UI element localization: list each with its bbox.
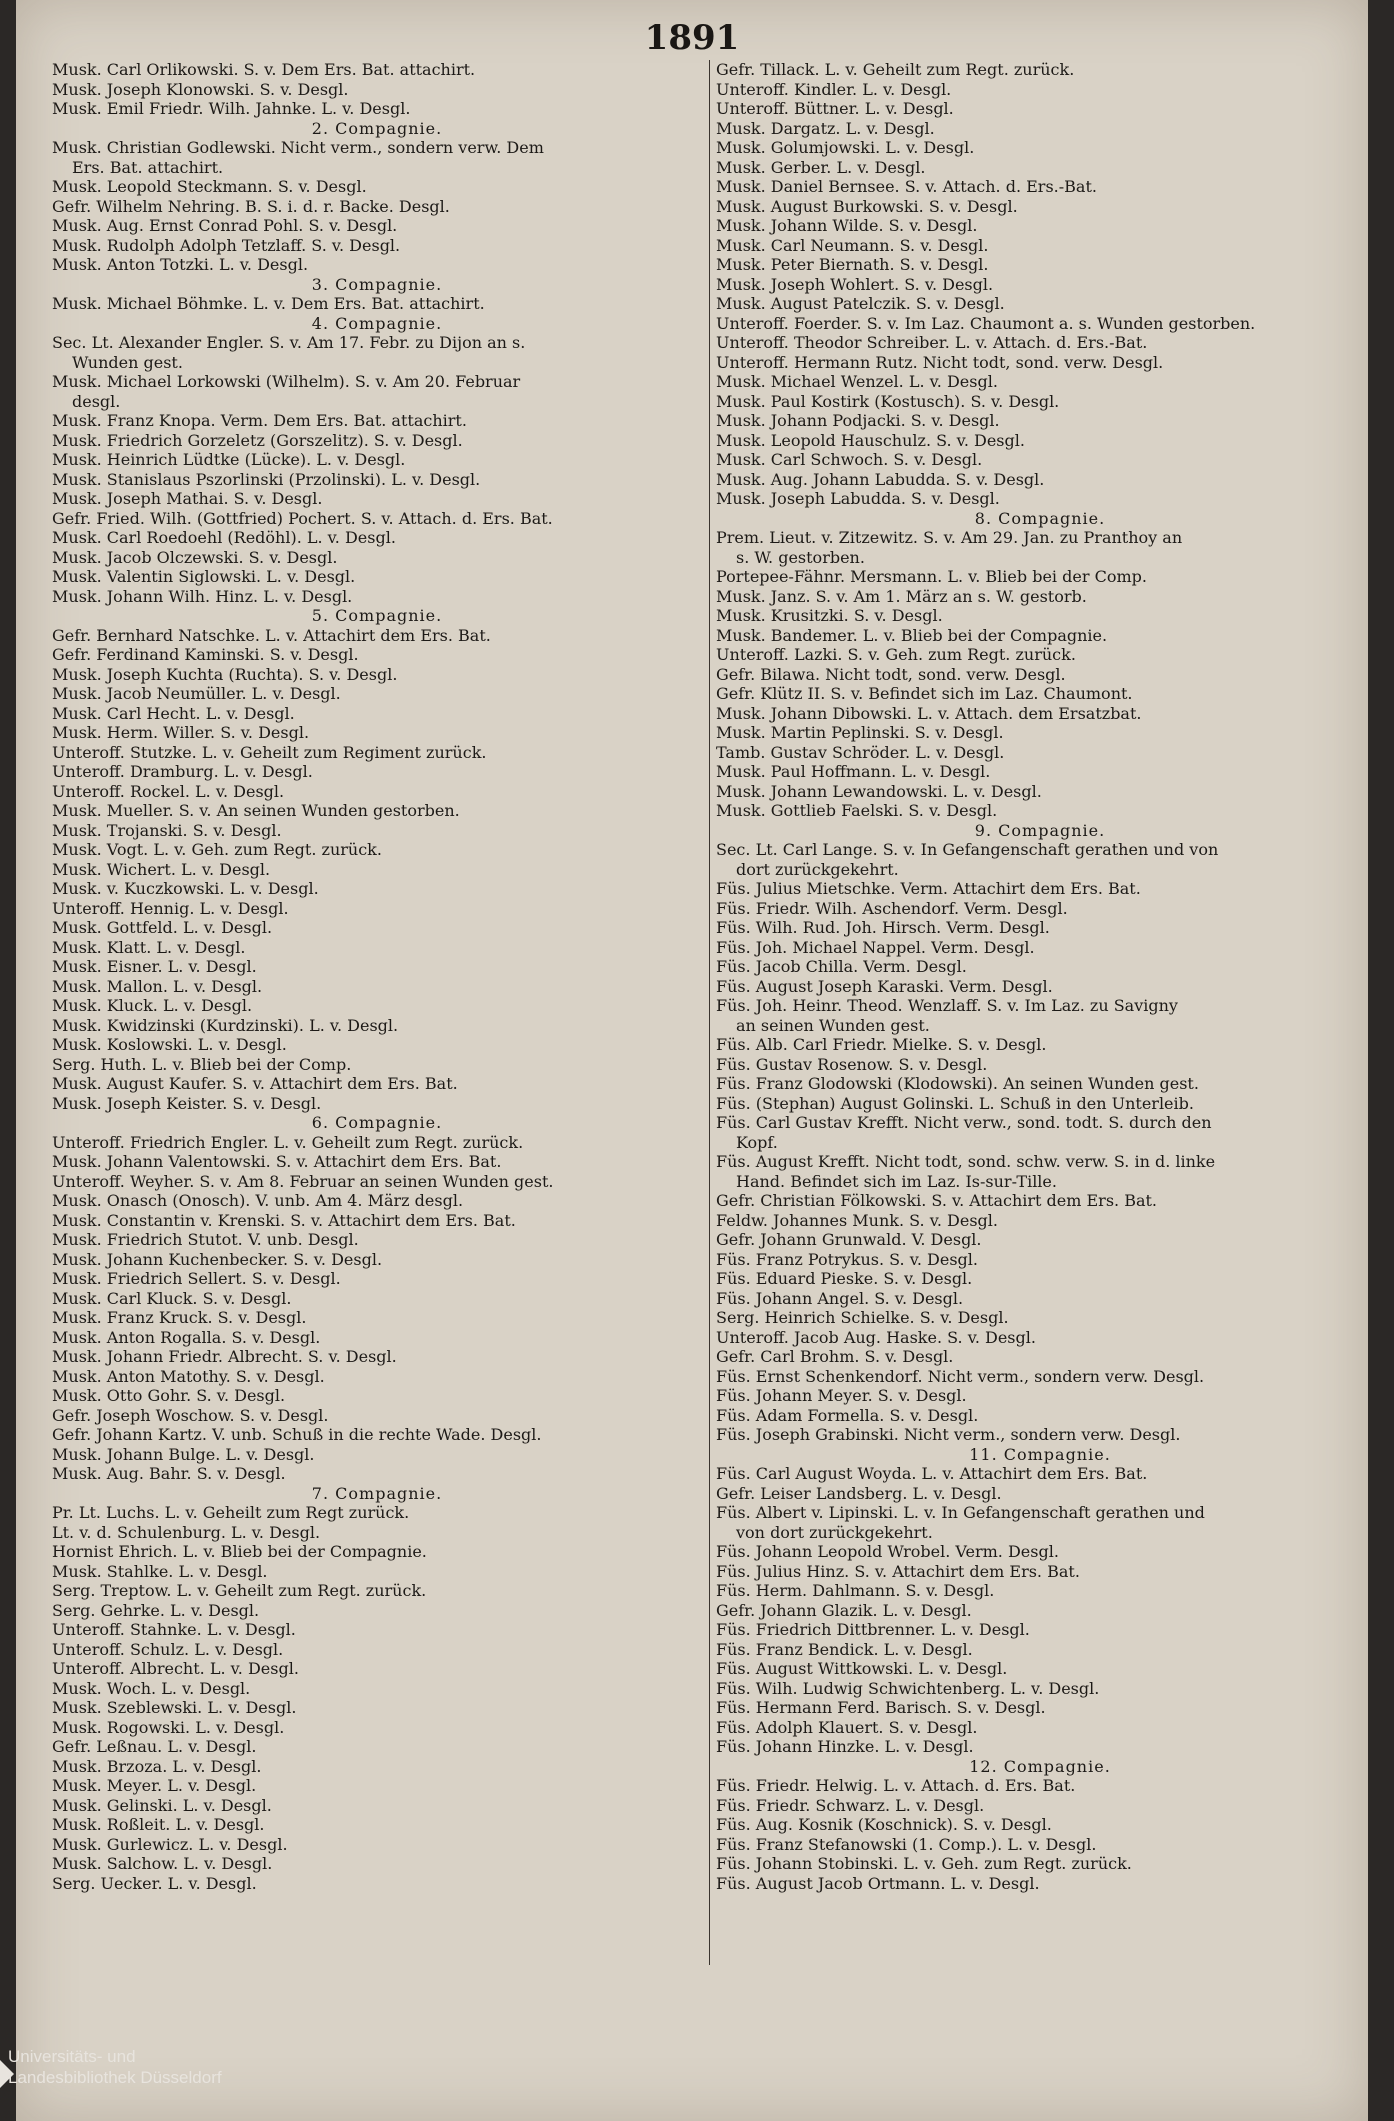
roster-entry: Musk. Anton Matothy. S. v. Desgl. [52, 1366, 325, 1386]
roster-entry: Musk. Stahlke. L. v. Desgl. [52, 1561, 268, 1581]
roster-entry: Serg. Gehrke. L. v. Desgl. [52, 1600, 260, 1620]
roster-entry: Füs. Aug. Kosnik (Koschnick). S. v. Desgl. [716, 1815, 1052, 1834]
roster-entry: Prem. Lieut. v. Zitzewitz. S. v. Am 29. Jan. zu Pranthoy an [716, 528, 1183, 547]
company-heading: 6. Compagnie. [311, 1113, 443, 1132]
roster-entry: Unteroff. Hennig. L. v. Desgl. [52, 898, 289, 918]
roster-entry: Musk. Franz Knopa. Verm. Dem Ers. Bat. attachirt. [52, 411, 467, 430]
roster-entry: Feldw. Johannes Munk. S. v. Desgl. [716, 1210, 998, 1230]
roster-entry: Musk. Brzoza. L. v. Desgl. [52, 1756, 262, 1776]
roster-entry: Gefr. Johann Grunwald. V. Desgl. [716, 1230, 982, 1249]
roster-entry: Musk. Carl Schwoch. S. v. Desgl. [716, 450, 983, 469]
roster-entry: Musk. Joseph Keister. S. v. Desgl. [52, 1093, 322, 1113]
company-heading: 5. Compagnie. [311, 606, 443, 625]
roster-entry: Musk. Johann Friedr. Albrecht. S. v. Desgl. [52, 1347, 397, 1366]
roster-entry: Sec. Lt. Carl Lange. S. v. In Gefangenschaft gerathen und von [716, 840, 1219, 859]
library-watermark [0, 2040, 300, 2110]
roster-entry: Füs. Alb. Carl Friedr. Mielke. S. v. Desgl. [716, 1035, 1047, 1054]
roster-entry: Gefr. Johann Glazik. L. v. Desgl. [716, 1600, 972, 1620]
roster-entry: Musk. Emil Friedr. Wilh. Jahnke. L. v. Desgl. [52, 99, 411, 118]
roster-entry: Füs. Joseph Grabinski. Nicht verm., sondern verw. Desgl. [716, 1425, 1181, 1444]
roster-entry: Unteroff. Büttner. L. v. Desgl. [716, 99, 954, 118]
roster-entry: Musk. Carl Kluck. S. v. Desgl. [52, 1288, 292, 1308]
roster-entry: Musk. Anton Totzki. L. v. Desgl. [52, 255, 309, 274]
roster-entry: Musk. Mueller. S. v. An seinen Wunden gestorben. [52, 801, 460, 820]
roster-entry: Füs. Friedr. Wilh. Aschendorf. Verm. Desgl. [716, 898, 1068, 918]
roster-entry: Serg. Huth. L. v. Blieb bei der Comp. [52, 1054, 352, 1074]
roster-entry: Musk. Gurlewicz. L. v. Desgl. [52, 1834, 288, 1854]
entry-continuation: Ers. Bat. attachirt. [72, 157, 224, 177]
roster-entry: Musk. Johann Valentowski. S. v. Attachirt dem Ers. Bat. [52, 1152, 502, 1171]
roster-entry: Musk. Joseph Mathai. S. v. Desgl. [52, 489, 323, 508]
roster-entry: Musk. Onasch (Onosch). V. unb. Am 4. März desgl. [52, 1191, 464, 1210]
roster-entry: Musk. Valentin Siglowski. L. v. Desgl. [52, 567, 356, 586]
roster-entry: Musk. Roßleit. L. v. Desgl. [52, 1815, 265, 1834]
roster-entry: Gefr. Klütz II. S. v. Befindet sich im Laz. Chaumont. [716, 684, 1133, 703]
roster-entry: Musk. Gerber. L. v. Desgl. [716, 157, 926, 177]
roster-entry: Musk. Friedrich Gorzeletz (Gorszelitz). S. v. Desgl. [52, 430, 463, 450]
roster-entry: Füs. Julius Mietschke. Verm. Attachirt dem Ers. Bat. [716, 879, 1141, 898]
roster-entry: Musk. Johann Wilh. Hinz. L. v. Desgl. [52, 586, 353, 606]
roster-entry: Unteroff. Kindler. L. v. Desgl. [716, 79, 952, 99]
roster-entry: Füs. Adolph Klauert. S. v. Desgl. [716, 1717, 978, 1737]
roster-entry: Füs. August Krefft. Nicht todt, sond. schw. verw. S. in d. linke [716, 1152, 1216, 1171]
roster-entry: Musk. Paul Kostirk (Kostusch). S. v. Desgl. [716, 391, 1060, 411]
roster-entry: Musk. Jacob Neumüller. L. v. Desgl. [52, 684, 341, 703]
roster-entry: Musk. Kluck. L. v. Desgl. [52, 996, 253, 1015]
roster-entry: Gefr. Fried. Wilh. (Gottfried) Pochert. S. v. Attach. d. Ers. Bat. [52, 508, 553, 528]
roster-entry: Füs. Albert v. Lipinski. L. v. In Gefangenschaft gerathen und [716, 1503, 1205, 1522]
roster-entry: Füs. Eduard Pieske. S. v. Desgl. [716, 1269, 973, 1288]
roster-entry: Musk. Otto Gohr. S. v. Desgl. [52, 1386, 286, 1405]
roster-entry: Füs. Carl Gustav Krefft. Nicht verw., sond. todt. S. durch den [716, 1113, 1212, 1132]
roster-entry: Serg. Uecker. L. v. Desgl. [52, 1873, 257, 1893]
roster-entry: Tamb. Gustav Schröder. L. v. Desgl. [716, 742, 1005, 762]
roster-entry: Füs. Gustav Rosenow. S. v. Desgl. [716, 1054, 988, 1074]
roster-entry: Musk. Kwidzinski (Kurdzinski). L. v. Desgl. [52, 1015, 399, 1035]
roster-entry: Füs. Joh. Michael Nappel. Verm. Desgl. [716, 937, 1035, 957]
roster-entry: Musk. Carl Orlikowski. S. v. Dem Ers. Bat. attachirt. [52, 60, 476, 79]
roster-entry: Musk. Constantin v. Krenski. S. v. Attachirt dem Ers. Bat. [52, 1210, 516, 1230]
roster-entry: Gefr. Leßnau. L. v. Desgl. [52, 1737, 257, 1756]
roster-entry: Musk. Jacob Olczewski. S. v. Desgl. [52, 547, 338, 567]
roster-entry: Musk. Gottlieb Faelski. S. v. Desgl. [716, 801, 998, 820]
roster-entry: Unteroff. Dramburg. L. v. Desgl. [52, 762, 313, 781]
roster-entry: Musk. Mallon. L. v. Desgl. [52, 976, 263, 996]
roster-entry: Gefr. Christian Fölkowski. S. v. Attachirt dem Ers. Bat. [716, 1191, 1158, 1210]
roster-entry: Unteroff. Friedrich Engler. L. v. Geheilt zum Regt. zurück. [52, 1132, 524, 1152]
roster-entry: Musk. Herm. Willer. S. v. Desgl. [52, 723, 310, 742]
roster-entry: Füs. Franz Bendick. L. v. Desgl. [716, 1639, 973, 1659]
roster-entry: Gefr. Carl Brohm. S. v. Desgl. [716, 1347, 954, 1366]
roster-entry: Musk. Dargatz. L. v. Desgl. [716, 118, 935, 138]
company-heading: 8. Compagnie. [974, 508, 1106, 528]
roster-entry: Gefr. Tillack. L. v. Geheilt zum Regt. zurück. [716, 60, 1075, 79]
entry-continuation: Kopf. [736, 1132, 778, 1152]
roster-entry: Gefr. Joseph Woschow. S. v. Desgl. [52, 1405, 329, 1425]
roster-entry: Musk. Daniel Bernsee. S. v. Attach. d. Ers.-Bat. [716, 177, 1097, 196]
roster-entry: Füs. Johann Angel. S. v. Desgl. [716, 1288, 964, 1308]
roster-entry: Musk. Heinrich Lüdtke (Lücke). L. v. Desgl. [52, 450, 406, 469]
roster-entry: Musk. Trojanski. S. v. Desgl. [52, 820, 282, 840]
roster-entry: Gefr. Bernhard Natschke. L. v. Attachirt dem Ers. Bat. [52, 625, 491, 645]
company-heading: 11. Compagnie. [969, 1444, 1111, 1464]
roster-entry: Musk. Aug. Bahr. S. v. Desgl. [52, 1464, 286, 1483]
entry-continuation: Wunden gest. [72, 352, 183, 372]
roster-entry: Musk. Wichert. L. v. Desgl. [52, 859, 271, 879]
roster-entry: Musk. Golumjowski. L. v. Desgl. [716, 138, 975, 157]
roster-entry: Füs. Friedr. Helwig. L. v. Attach. d. Ers. Bat. [716, 1776, 1076, 1795]
company-heading: 4. Compagnie. [311, 313, 443, 333]
roster-entry: Serg. Treptow. L. v. Geheilt zum Regt. zurück. [52, 1581, 427, 1600]
right-column [716, 60, 1364, 1893]
roster-entry: Musk. Meyer. L. v. Desgl. [52, 1776, 257, 1795]
roster-entry: Musk. Szeblewski. L. v. Desgl. [52, 1698, 297, 1717]
roster-entry: Füs. Johann Stobinski. L. v. Geh. zum Regt. zurück. [716, 1854, 1132, 1873]
entry-continuation: an seinen Wunden gest. [736, 1015, 930, 1035]
roster-entry: Füs. Wilh. Rud. Joh. Hirsch. Verm. Desgl. [716, 918, 1050, 937]
roster-entry: Sec. Lt. Alexander Engler. S. v. Am 17. Febr. zu Dijon an s. [52, 333, 526, 352]
roster-entry: Unteroff. Jacob Aug. Haske. S. v. Desgl. [716, 1327, 1036, 1347]
roster-entry: Musk. Joseph Labudda. S. v. Desgl. [716, 489, 1000, 508]
roster-entry: Füs. Julius Hinz. S. v. Attachirt dem Ers. Bat. [716, 1561, 1080, 1581]
roster-entry: Musk. Rudolph Adolph Tetzlaff. S. v. Desgl. [52, 235, 401, 255]
roster-entry: Unteroff. Rockel. L. v. Desgl. [52, 781, 285, 801]
roster-entry: Unteroff. Albrecht. L. v. Desgl. [52, 1659, 299, 1678]
page-number: 1891 [644, 18, 740, 58]
roster-entry: Füs. August Wittkowski. L. v. Desgl. [716, 1659, 1008, 1678]
company-heading: 2. Compagnie. [311, 118, 443, 138]
roster-entry: Musk. Michael Böhmke. L. v. Dem Ers. Bat. attachirt. [52, 294, 485, 313]
roster-entry: Füs. Friedr. Schwarz. L. v. Desgl. [716, 1795, 985, 1815]
roster-entry: Unteroff. Stahnke. L. v. Desgl. [52, 1620, 296, 1639]
roster-entry: Musk. Christian Godlewski. Nicht verm., sondern verw. Dem [52, 138, 544, 157]
entry-continuation: von dort zurückgekehrt. [736, 1522, 933, 1542]
roster-entry: Gefr. Wilhelm Nehring. B. S. i. d. r. Backe. Desgl. [52, 196, 450, 216]
roster-entry: Musk. Carl Roedoehl (Redöhl). L. v. Desgl. [52, 528, 396, 547]
roster-entry: Füs. Franz Glodowski (Klodowski). An seinen Wunden gest. [716, 1074, 1199, 1093]
company-heading: 7. Compagnie. [311, 1483, 443, 1503]
roster-entry: Füs. Friedrich Dittbrenner. L. v. Desgl. [716, 1620, 1030, 1639]
roster-entry: Musk. Johann Podjacki. S. v. Desgl. [716, 411, 1000, 430]
roster-entry: Musk. Leopold Steckmann. S. v. Desgl. [52, 177, 367, 196]
roster-entry: Musk. Johann Kuchenbecker. S. v. Desgl. [52, 1249, 383, 1269]
roster-entry: Füs. Johann Hinzke. L. v. Desgl. [716, 1737, 974, 1756]
roster-entry: Musk. Carl Neumann. S. v. Desgl. [716, 235, 989, 255]
roster-entry: Füs. Carl August Woyda. L. v. Attachirt dem Ers. Bat. [716, 1464, 1148, 1483]
roster-entry: Musk. Salchow. L. v. Desgl. [52, 1854, 273, 1873]
roster-entry: Musk. Gelinski. L. v. Desgl. [52, 1795, 272, 1815]
roster-entry: Musk. Bandemer. L. v. Blieb bei der Compagnie. [716, 625, 1108, 645]
roster-entry: Musk. Michael Lorkowski (Wilhelm). S. v. Am 20. Februar [52, 372, 521, 391]
roster-entry: Musk. Gottfeld. L. v. Desgl. [52, 918, 273, 937]
roster-entry: Musk. Aug. Ernst Conrad Pohl. S. v. Desgl. [52, 216, 398, 235]
roster-entry: Unteroff. Stutzke. L. v. Geheilt zum Regiment zurück. [52, 742, 487, 762]
roster-entry: Unteroff. Foerder. S. v. Im Laz. Chaumont a. s. Wunden gestorben. [716, 313, 1256, 333]
roster-entry: Musk. Carl Hecht. L. v. Desgl. [52, 703, 295, 723]
roster-entry: Füs. Johann Meyer. S. v. Desgl. [716, 1386, 967, 1405]
roster-entry: Musk. Johann Dibowski. L. v. Attach. dem Ersatzbat. [716, 703, 1142, 723]
roster-entry: Gefr. Ferdinand Kaminski. S. v. Desgl. [52, 645, 359, 664]
roster-entry: Portepee-Fähnr. Mersmann. L. v. Blieb bei der Comp. [716, 567, 1147, 586]
company-heading: 9. Compagnie. [974, 820, 1106, 840]
roster-entry: Musk. Michael Wenzel. L. v. Desgl. [716, 372, 998, 391]
roster-entry: Musk. Eisner. L. v. Desgl. [52, 957, 257, 976]
entry-continuation: Hand. Befindet sich im Laz. Is-sur-Tille. [736, 1171, 1057, 1191]
entry-continuation: dort zurückgekehrt. [736, 859, 899, 879]
roster-entry: Musk. Janz. S. v. Am 1. März an s. W. gestorb. [716, 586, 1087, 606]
roster-entry: Füs. Adam Formella. S. v. Desgl. [716, 1405, 979, 1425]
library-name-line2: Landesbibliothek Düsseldorf [8, 2068, 222, 2087]
roster-entry: Füs. Wilh. Ludwig Schwichtenberg. L. v. Desgl. [716, 1678, 1100, 1698]
roster-entry: Füs. (Stephan) August Golinski. L. Schuß in den Unterleib. [716, 1093, 1194, 1113]
roster-entry: Musk. Krusitzki. S. v. Desgl. [716, 606, 943, 625]
roster-entry: Musk. Anton Rogalla. S. v. Desgl. [52, 1327, 321, 1347]
roster-entry: Musk. Aug. Johann Labudda. S. v. Desgl. [716, 469, 1045, 489]
roster-entry: Musk. Friedrich Stutot. V. unb. Desgl. [52, 1230, 359, 1249]
roster-entry: Musk. Friedrich Sellert. S. v. Desgl. [52, 1269, 341, 1288]
roster-entry: Musk. Rogowski. L. v. Desgl. [52, 1717, 285, 1737]
roster-entry: Musk. Paul Hoffmann. L. v. Desgl. [716, 762, 991, 781]
roster-entry: Musk. Leopold Hauschulz. S. v. Desgl. [716, 430, 1025, 450]
roster-entry: Musk. Johann Bulge. L. v. Desgl. [52, 1444, 315, 1464]
roster-entry: Unteroff. Lazki. S. v. Geh. zum Regt. zurück. [716, 645, 1076, 664]
roster-entry: Hornist Ehrich. L. v. Blieb bei der Compagnie. [52, 1542, 427, 1561]
left-column [52, 60, 702, 1893]
roster-entry: Musk. Franz Kruck. S. v. Desgl. [52, 1308, 307, 1327]
roster-entry: Gefr. Leiser Landsberg. L. v. Desgl. [716, 1483, 1002, 1503]
roster-entry: Musk. Martin Peplinski. S. v. Desgl. [716, 723, 1004, 742]
roster-entry: Gefr. Johann Kartz. V. unb. Schuß in die rechte Wade. Desgl. [52, 1425, 542, 1444]
roster-entry: Füs. Herm. Dahlmann. S. v. Desgl. [716, 1581, 995, 1600]
roster-entry: Füs. Ernst Schenkendorf. Nicht verm., sondern verw. Desgl. [716, 1366, 1205, 1386]
entry-continuation: s. W. gestorben. [736, 547, 865, 567]
roster-entry: Füs. Johann Leopold Wrobel. Verm. Desgl. [716, 1542, 1059, 1561]
library-name-line1: Universitäts- und [8, 2047, 136, 2066]
roster-entry: Musk. Johann Wilde. S. v. Desgl. [716, 216, 978, 235]
roster-entry: Musk. Joseph Klonowski. S. v. Desgl. [52, 79, 349, 99]
roster-entry: Gefr. Bilawa. Nicht todt, sond. verw. Desgl. [716, 664, 1066, 684]
column-divider [709, 60, 710, 1965]
roster-entry: Unteroff. Schulz. L. v. Desgl. [52, 1639, 284, 1659]
library-name [8, 2046, 222, 2088]
roster-entry: Musk. Stanislaus Pszorlinski (Przolinski). L. v. Desgl. [52, 469, 481, 489]
roster-entry: Lt. v. d. Schulenburg. L. v. Desgl. [52, 1522, 321, 1542]
company-heading: 3. Compagnie. [311, 274, 443, 294]
roster-entry: Unteroff. Weyher. S. v. Am 8. Februar an seinen Wunden gest. [52, 1171, 554, 1191]
roster-entry: Musk. Joseph Wohlert. S. v. Desgl. [716, 274, 994, 294]
roster-entry: Musk. Johann Lewandowski. L. v. Desgl. [716, 781, 1042, 801]
roster-entry: Musk. August Patelczik. S. v. Desgl. [716, 294, 1005, 313]
roster-entry: Pr. Lt. Luchs. L. v. Geheilt zum Regt zurück. [52, 1503, 410, 1522]
roster-entry: Füs. Hermann Ferd. Barisch. S. v. Desgl. [716, 1698, 1046, 1717]
roster-entry: Füs. Franz Stefanowski (1. Comp.). L. v. Desgl. [716, 1834, 1097, 1854]
roster-entry: Füs. August Joseph Karaski. Verm. Desgl. [716, 976, 1053, 996]
roster-entry: Serg. Heinrich Schielke. S. v. Desgl. [716, 1308, 1009, 1327]
roster-entry: Musk. Peter Biernath. S. v. Desgl. [716, 255, 989, 274]
roster-entry: Musk. August Burkowski. S. v. Desgl. [716, 196, 1018, 216]
roster-entry: Füs. Franz Potrykus. S. v. Desgl. [716, 1249, 978, 1269]
company-heading: 12. Compagnie. [969, 1756, 1111, 1776]
roster-entry: Musk. v. Kuczkowski. L. v. Desgl. [52, 879, 319, 898]
roster-entry: Füs. August Jacob Ortmann. L. v. Desgl. [716, 1873, 1040, 1893]
roster-entry: Füs. Joh. Heinr. Theod. Wenzlaff. S. v. Im Laz. zu Savigny [716, 996, 1178, 1015]
roster-entry: Musk. Woch. L. v. Desgl. [52, 1678, 251, 1698]
roster-entry: Musk. Koslowski. L. v. Desgl. [52, 1035, 287, 1054]
roster-entry: Musk. Klatt. L. v. Desgl. [52, 937, 246, 957]
roster-entry: Füs. Jacob Chilla. Verm. Desgl. [716, 957, 967, 976]
roster-entry: Musk. Vogt. L. v. Geh. zum Regt. zurück. [52, 840, 382, 859]
roster-entry: Unteroff. Hermann Rutz. Nicht todt, sond. verw. Desgl. [716, 352, 1164, 372]
roster-entry: Musk. August Kaufer. S. v. Attachirt dem Ers. Bat. [52, 1074, 458, 1093]
roster-entry: Musk. Joseph Kuchta (Ruchta). S. v. Desgl. [52, 664, 398, 684]
document-page [16, 0, 1368, 2121]
entry-continuation: desgl. [72, 391, 121, 411]
roster-entry: Unteroff. Theodor Schreiber. L. v. Attach. d. Ers.-Bat. [716, 333, 1148, 352]
